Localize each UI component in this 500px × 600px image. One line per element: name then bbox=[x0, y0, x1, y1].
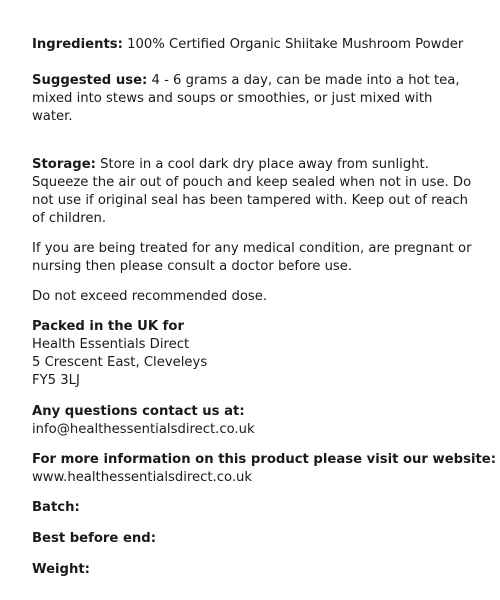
contact-email: info@healthessentialsdirect.co.uk bbox=[32, 422, 255, 437]
packed-company: Health Essentials Direct bbox=[32, 337, 190, 352]
website-section bbox=[32, 451, 496, 487]
label-content bbox=[32, 36, 496, 579]
dose-warning: Do not exceed recommended dose. bbox=[32, 289, 268, 304]
contact-section bbox=[32, 403, 472, 439]
suggested-use-section bbox=[32, 72, 472, 126]
website-heading: For more information on this product please visit our website: bbox=[32, 452, 496, 467]
website-url: www.healthessentialsdirect.co.uk bbox=[32, 470, 253, 485]
packed-heading: Packed in the UK for bbox=[32, 319, 184, 334]
storage-text: Store in a cool dark dry place away from sunlight. Squeeze the air out of pouch and keep sealed when not in use. Do not use if original seal has been tampered with. Keep out of reach of children. bbox=[32, 157, 472, 226]
packed-section bbox=[32, 318, 472, 390]
ingredients-label: Ingredients: bbox=[32, 37, 123, 52]
suggested-use-label: Suggested use: bbox=[32, 73, 148, 88]
suggested-use-text: 4 - 6 grams a day, can be made into a hot tea, mixed into stews and soups or smoothies, or just mixed with water. bbox=[32, 73, 460, 124]
ingredients-section bbox=[32, 36, 472, 54]
packed-postcode: FY5 3LJ bbox=[32, 373, 80, 388]
contact-heading: Any questions contact us at: bbox=[32, 404, 245, 419]
batch-field-label: Batch: bbox=[32, 500, 80, 515]
best-before-field-label: Best before end: bbox=[32, 531, 157, 546]
medical-warning: If you are being treated for any medical condition, are pregnant or nursing then please consult a doctor before use. bbox=[32, 241, 472, 274]
storage-section bbox=[32, 156, 472, 228]
storage-label: Storage: bbox=[32, 157, 96, 172]
weight-field-label: Weight: bbox=[32, 562, 90, 577]
packed-street: 5 Crescent East, Cleveleys bbox=[32, 355, 208, 370]
ingredients-text: 100% Certified Organic Shiitake Mushroom Powder bbox=[127, 37, 464, 52]
